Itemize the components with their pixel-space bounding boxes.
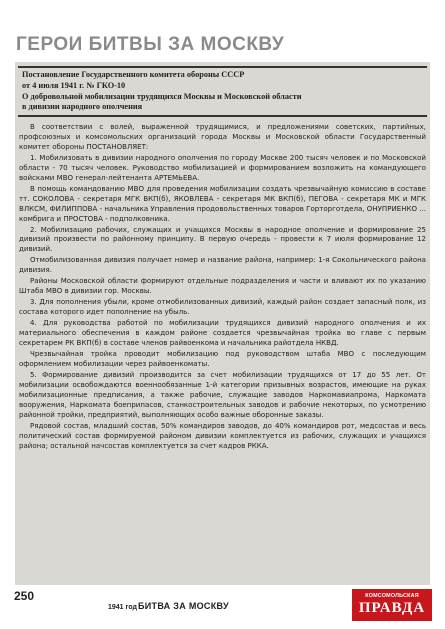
logo-top-text: КОМСОМОЛЬСКАЯ — [365, 593, 419, 599]
paragraph: В соответствии с волей, выраженной трудящимися, и предложениями советских, партийных, профсоюзных и комсомольских организаций города Москвы и Московской области Государственный комитет обороны ПОСТАНОВЛЯЕТ: — [19, 122, 426, 151]
paragraph: В помощь командованию МВО для проведения мобилизации создать чрезвычайную комиссию в составе тт. СОКОЛОВА - секретаря МГК ВКП(б), ЯКОВЛЕВА - секретаря МК ВКП(б), ПЕГОВА - секретаря МК и МГК ВЛКСМ, ФИЛИППОВА - начальника Управления продовольственных товаров Горторготдела, ОНУПРИЕНКО ... комбрига и ПРОСТОВА - подполковника. — [19, 183, 427, 223]
heading-line: в дивизии народного ополчения — [22, 102, 143, 112]
document-scan — [15, 62, 430, 585]
heading-line: Постановление Государственного комитета обороны СССР — [22, 70, 245, 79]
paragraph: 2. Мобилизацию рабочих, служащих и учащихся Москвы в народное ополчение и формирование 25 дивизий произвести по районному принципу. В первую очередь - провести к 7 июля формирование 12 дивизий. — [19, 224, 426, 254]
paragraph: Отмобилизованная дивизия получает номер и название района, например: 1-я Сокольнического района дивизия. — [19, 255, 426, 275]
paragraph: Чрезвычайная тройка проводит мобилизацию под руководством штаба МВО с последующим оформлением мобилизации через райвоенкоматы. — [19, 348, 426, 368]
footer-year: 1941 год — [108, 604, 137, 611]
document-body — [19, 122, 426, 452]
page-number: 250 — [14, 589, 35, 603]
logo-main-text: ПРАВДА — [358, 600, 426, 616]
paragraph: 5. Формирование дивизий производится за счет мобилизации трудящихся от 17 до 55 лет. От мобилизации освобождаются военнообязанные 1-й категории призывных возрастов, имеющие на руках мобилизационные предписания, а также рабочие, служащие заводов Наркомавиапрома, Наркомата вооружения, Наркомата боеприпасов, станкостроительных заводов и рабочие некоторых, по усмотрению районной тройки, предприятий, выполняющих особо важные оборонные заказы. — [19, 369, 426, 419]
page-header-title: ГЕРОИ БИТВЫ ЗА МОСКВУ — [16, 34, 285, 55]
paragraph: Районы Московской области формируют отдельные подразделения и части и вливают их по указанию Штаба МВО в дивизии гор. Москвы. — [19, 276, 426, 296]
paragraph: 1. Мобилизовать в дивизии народного ополчения по городу Москве 200 тысяч человек и по Московской области - 70 тысяч человек. Руководство мобилизацией и формированием возложить на командующего войсками МВО генерал-лейтенанта АРТЕМЬЕВА. — [19, 152, 426, 182]
komsomolskaya-pravda-logo — [352, 589, 432, 621]
footer-book-title: БИТВА ЗА МОСКВУ — [138, 601, 229, 611]
heading-line: от 4 июля 1941 г. № ГКО-10 — [22, 80, 126, 90]
paragraph: 4. Для руководства работой по мобилизации трудящихся дивизий народного ополчения и их материального обеспечения в каждом районе создается чрезвычайная тройка во главе с первым секретарем РК ВКП(б) в составе членов райвоенкома и начальника райотдела НКВД. — [19, 318, 426, 348]
paragraph: 3. Для пополнения убыли, кроме отмобилизованных дивизий, каждый район создает запасный полк, из состава которого идет пополнение на убыль. — [19, 297, 426, 317]
heading-line: О добровольной мобилизации трудящихся Москвы и Московской области — [22, 91, 302, 101]
document-heading — [18, 66, 427, 117]
paragraph: Рядовой состав, младший состав, 50% командиров заводов, до 40% командиров рот, медсостав и весь политический состав формируемой районом дивизии комплектуется из рабочих, служащих и учащихся района; остальной начсостав комплектуется за счет кадров РККА. — [19, 420, 426, 450]
